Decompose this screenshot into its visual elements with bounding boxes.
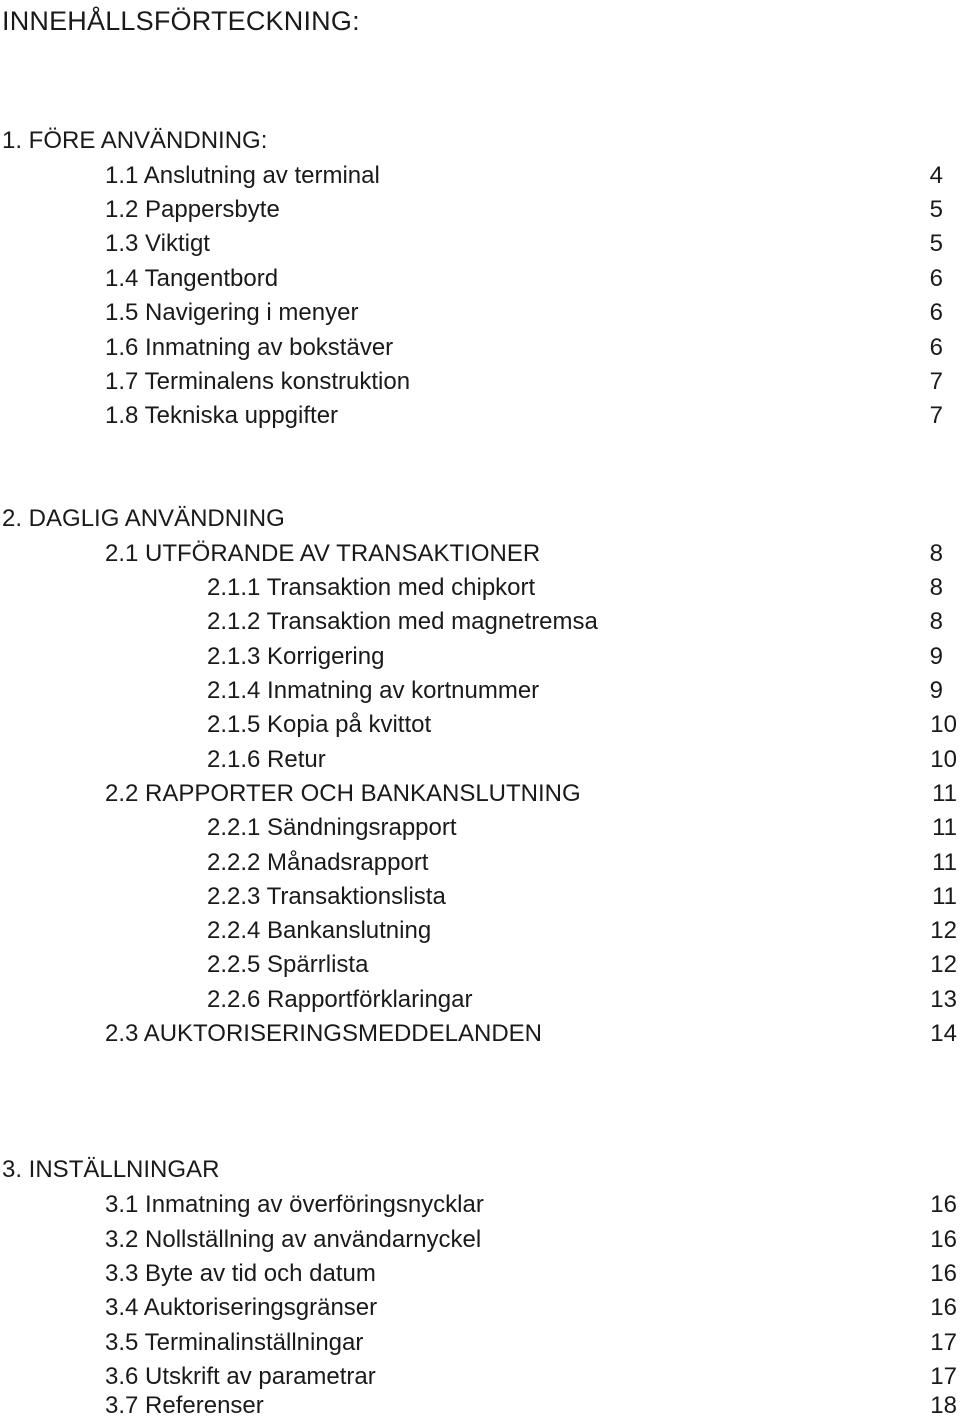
toc-entry-label: 3.6 Utskrift av parametrar — [105, 1363, 376, 1390]
section-heading-3: 3. INSTÄLLNINGAR — [2, 1156, 220, 1183]
toc-entry[interactable] — [0, 264, 943, 294]
toc-entry[interactable] — [0, 882, 957, 912]
toc-entry[interactable] — [0, 642, 943, 672]
toc-entry-label: 1.4 Tangentbord — [105, 265, 279, 292]
toc-entry[interactable] — [0, 813, 957, 843]
toc-entry-page: 18 — [930, 1392, 957, 1419]
toc-entry[interactable] — [0, 779, 957, 809]
toc-entry-page: 6 — [929, 334, 943, 361]
toc-entry-page: 7 — [929, 402, 943, 429]
toc-entry-label: 3.5 Terminalinställningar — [105, 1329, 364, 1356]
toc-entry-page: 4 — [929, 162, 943, 189]
page-title: INNEHÅLLSFÖRTECKNING: — [2, 6, 360, 36]
toc-entry[interactable] — [0, 676, 943, 706]
toc-entry-page: 10 — [930, 746, 957, 773]
toc-entry-page: 8 — [929, 574, 943, 601]
toc-entry-label: 1.5 Navigering i menyer — [105, 299, 359, 326]
toc-entry-label: 2.1 UTFÖRANDE AV TRANSAKTIONER — [105, 540, 541, 567]
toc-entry-page: 12 — [930, 917, 957, 944]
toc-entry-label: 3.4 Auktoriseringsgränser — [105, 1294, 378, 1321]
toc-entry[interactable] — [0, 1328, 957, 1358]
section-heading-2: 2. DAGLIG ANVÄNDNING — [2, 505, 285, 532]
toc-entry-page: 14 — [930, 1020, 957, 1047]
toc-entry-label: 2.1.3 Korrigering — [207, 643, 385, 670]
toc-entry-page: 16 — [930, 1260, 957, 1287]
toc-entry[interactable] — [0, 333, 943, 363]
toc-entry[interactable] — [0, 950, 957, 980]
toc-entry-label: 3.1 Inmatning av överföringsnycklar — [105, 1191, 484, 1218]
toc-entry-label: 1.7 Terminalens konstruktion — [105, 368, 411, 395]
toc-entry-page: 10 — [930, 711, 957, 738]
toc-entry[interactable] — [0, 607, 943, 637]
toc-entry[interactable] — [0, 848, 957, 878]
toc-entry[interactable] — [0, 1259, 957, 1289]
toc-entry[interactable] — [0, 1362, 957, 1392]
section-heading-1: 1. FÖRE ANVÄNDNING: — [2, 127, 268, 154]
toc-entry-page: 16 — [930, 1226, 957, 1253]
toc-entry-page: 17 — [930, 1329, 957, 1356]
toc-entry-label: 1.6 Inmatning av bokstäver — [105, 334, 394, 361]
toc-entry-page: 17 — [930, 1363, 957, 1390]
toc-entry-page: 8 — [929, 540, 943, 567]
toc-entry-label: 2.2 RAPPORTER OCH BANKANSLUTNING — [105, 780, 581, 807]
toc-entry-page: 13 — [930, 986, 957, 1013]
toc-entry-label: 1.2 Pappersbyte — [105, 196, 280, 223]
toc-entry-label: 2.2.2 Månadsrapport — [207, 849, 429, 876]
toc-entry-label: 2.2.6 Rapportförklaringar — [207, 986, 473, 1013]
toc-entry-label: 2.1.4 Inmatning av kortnummer — [207, 677, 540, 704]
toc-entry-label: 2.2.1 Sändningsrapport — [207, 814, 457, 841]
toc-entry[interactable] — [0, 229, 943, 259]
toc-entry-label: 2.1.1 Transaktion med chipkort — [207, 574, 536, 601]
toc-entry-page: 11 — [932, 814, 957, 841]
toc-entry-label: 2.2.3 Transaktionslista — [207, 883, 446, 910]
toc-entry-page: 9 — [929, 643, 943, 670]
toc-entry[interactable] — [0, 195, 943, 225]
toc-entry-label: 2.2.5 Spärrlista — [207, 951, 369, 978]
toc-entry-label: 2.1.2 Transaktion med magnetremsa — [207, 608, 598, 635]
toc-entry-page: 8 — [929, 608, 943, 635]
toc-entry-page: 9 — [929, 677, 943, 704]
toc-entry-label: 1.8 Tekniska uppgifter — [105, 402, 339, 429]
toc-entry-label: 3.3 Byte av tid och datum — [105, 1260, 376, 1287]
toc-entry[interactable] — [0, 1293, 957, 1323]
toc-entry[interactable] — [0, 401, 943, 431]
toc-entry[interactable] — [0, 298, 943, 328]
toc-entry[interactable] — [0, 161, 943, 191]
toc-entry-label: 1.1 Anslutning av terminal — [105, 162, 380, 189]
toc-entry-label: 2.2.4 Bankanslutning — [207, 917, 432, 944]
toc-entry[interactable] — [0, 367, 943, 397]
toc-entry[interactable] — [0, 985, 957, 1015]
toc-entry-page: 5 — [929, 230, 943, 257]
toc-entry[interactable] — [0, 710, 957, 740]
toc-entry-label: 1.3 Viktigt — [105, 230, 210, 257]
toc-entry[interactable] — [0, 1019, 957, 1049]
toc-entry-label: 2.3 AUKTORISERINGSMEDDELANDEN — [105, 1020, 543, 1047]
toc-entry[interactable] — [0, 916, 957, 946]
toc-entry[interactable] — [0, 1391, 957, 1421]
toc-entry-page: 6 — [929, 265, 943, 292]
toc-entry-page: 12 — [930, 951, 957, 978]
toc-entry-page: 16 — [930, 1191, 957, 1218]
toc-entry[interactable] — [0, 1190, 957, 1220]
toc-entry-label: 2.1.5 Kopia på kvittot — [207, 711, 432, 738]
toc-entry[interactable] — [0, 573, 943, 603]
toc-entry-page: 5 — [929, 196, 943, 223]
toc-entry-page: 16 — [930, 1294, 957, 1321]
toc-entry-page: 6 — [929, 299, 943, 326]
toc-entry[interactable] — [0, 745, 957, 775]
toc-entry-label: 3.7 Referenser — [105, 1392, 264, 1419]
toc-entry-page: 7 — [929, 368, 943, 395]
toc-entry-label: 2.1.6 Retur — [207, 746, 326, 773]
toc-entry-page: 11 — [932, 883, 957, 910]
toc-entry-page: 11 — [932, 780, 957, 807]
toc-entry-label: 3.2 Nollställning av användarnyckel — [105, 1226, 482, 1253]
toc-entry[interactable] — [0, 539, 943, 569]
toc-entry[interactable] — [0, 1225, 957, 1255]
toc-entry-page: 11 — [932, 849, 957, 876]
